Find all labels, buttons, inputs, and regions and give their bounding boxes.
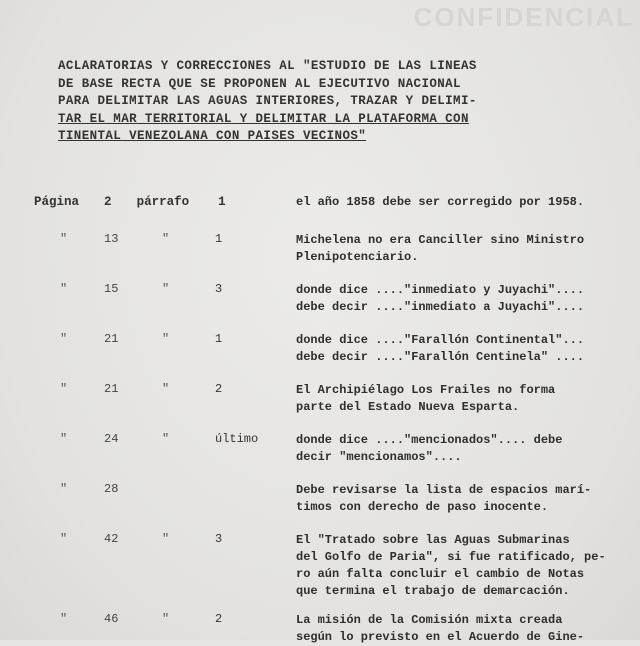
correction-text-line: debe decir ...."inmediato a Juyachi".... [296,300,585,314]
page-number: 15 [104,282,119,296]
correction-text [296,612,616,646]
heading-line: TINENTAL VENEZOLANA CON PAISES VECINOS" [58,129,367,143]
correction-text-line: El Archipiélago Los Frailes no forma [296,383,556,397]
correction-text-line: según lo previsto en el Acuerdo de Gine- [296,630,585,644]
ditto-mark: " [60,482,68,496]
correction-text-line: debe decir ...."Farallón Centinela" .... [296,350,585,364]
paragraph-number: 2 [215,382,223,396]
correction-text-line: timos con derecho de paso inocente. [296,500,549,514]
correction-text-line: del Golfo de Paria", si fue ratificado, pe- [296,550,606,564]
correction-text-line: donde dice ...."Farallón Continental"... [296,333,585,347]
heading-line: PARA DELIMITAR LAS AGUAS INTERIORES, TRAZAR Y DELIMI- [58,94,477,108]
correction-text-line: donde dice ...."mencionados".... debe [296,433,563,447]
paragraph-label: párrafo [136,195,190,209]
correction-text [296,332,616,366]
ditto-mark: " [60,332,68,346]
correction-text-line: Debe revisarse la lista de espacios marí- [296,483,592,497]
correction-text-line: que termina el trabajo de demarcación. [296,584,570,598]
heading-line: TAR EL MAR TERRITORIAL Y DELIMITAR LA PLATAFORMA CON [58,111,469,126]
page-number: 2 [104,195,112,209]
ditto-mark: " [162,282,170,296]
ditto-mark: " [162,332,170,346]
page-number: 21 [104,382,119,396]
ditto-mark: " [60,432,68,446]
correction-text [296,482,616,516]
page-number: 28 [104,482,119,496]
ditto-mark: " [60,232,68,246]
paragraph-number: 1 [215,232,223,246]
first-entry-text: el año 1858 debe ser corregido por 1958. [296,195,585,209]
ditto-mark: " [60,532,68,546]
correction-text [296,432,616,466]
correction-text-line: donde dice ...."inmediato y Juyachi".... [296,283,585,297]
ditto-mark: " [60,382,68,396]
page-number: 13 [104,232,119,246]
correction-text [296,532,616,600]
correction-text [296,282,616,316]
heading-line: ACLARATORIAS Y CORRECCIONES AL "ESTUDIO DE LAS LINEAS [58,59,477,73]
watermark: CONFIDENCIAL [413,2,634,32]
ditto-mark: " [162,432,170,446]
ditto-mark: " [162,612,170,626]
paragraph-number: último [215,432,259,446]
ditto-mark: " [60,282,68,296]
correction-text [296,382,616,416]
paragraph-number: 1 [215,332,223,346]
page-number: 42 [104,532,119,546]
paragraph-number: 3 [215,532,223,546]
correction-text [296,232,616,266]
paragraph-number: 2 [215,612,223,626]
correction-text-line: La misión de la Comisión mixta creada [296,613,563,627]
ditto-mark: " [162,382,170,396]
page-number: 21 [104,332,119,346]
paragraph-number: 3 [215,282,223,296]
first-entry-reference [34,195,226,209]
correction-text-line: Plenipotenciario. [296,250,419,264]
heading-line: DE BASE RECTA QUE SE PROPONEN AL EJECUTIVO NACIONAL [58,76,461,91]
ditto-mark: " [162,232,170,246]
ditto-mark: " [162,532,170,546]
document-heading [58,58,598,146]
correction-text-line: decir "mencionamos".... [296,450,462,464]
page-number: 24 [104,432,119,446]
correction-text-line: parte del Estado Nueva Esparta. [296,400,520,414]
correction-text-line: Michelena no era Canciller sino Ministro [296,233,585,247]
paragraph-number: 1 [218,195,226,209]
page-number: 46 [104,612,119,626]
correction-text-line: ro aún falta concluir el cambio de Notas [296,567,585,581]
correction-text-line: El "Tratado sobre las Aguas Submarinas [296,533,570,547]
page-label: Página [34,195,80,209]
ditto-mark: " [60,612,68,626]
